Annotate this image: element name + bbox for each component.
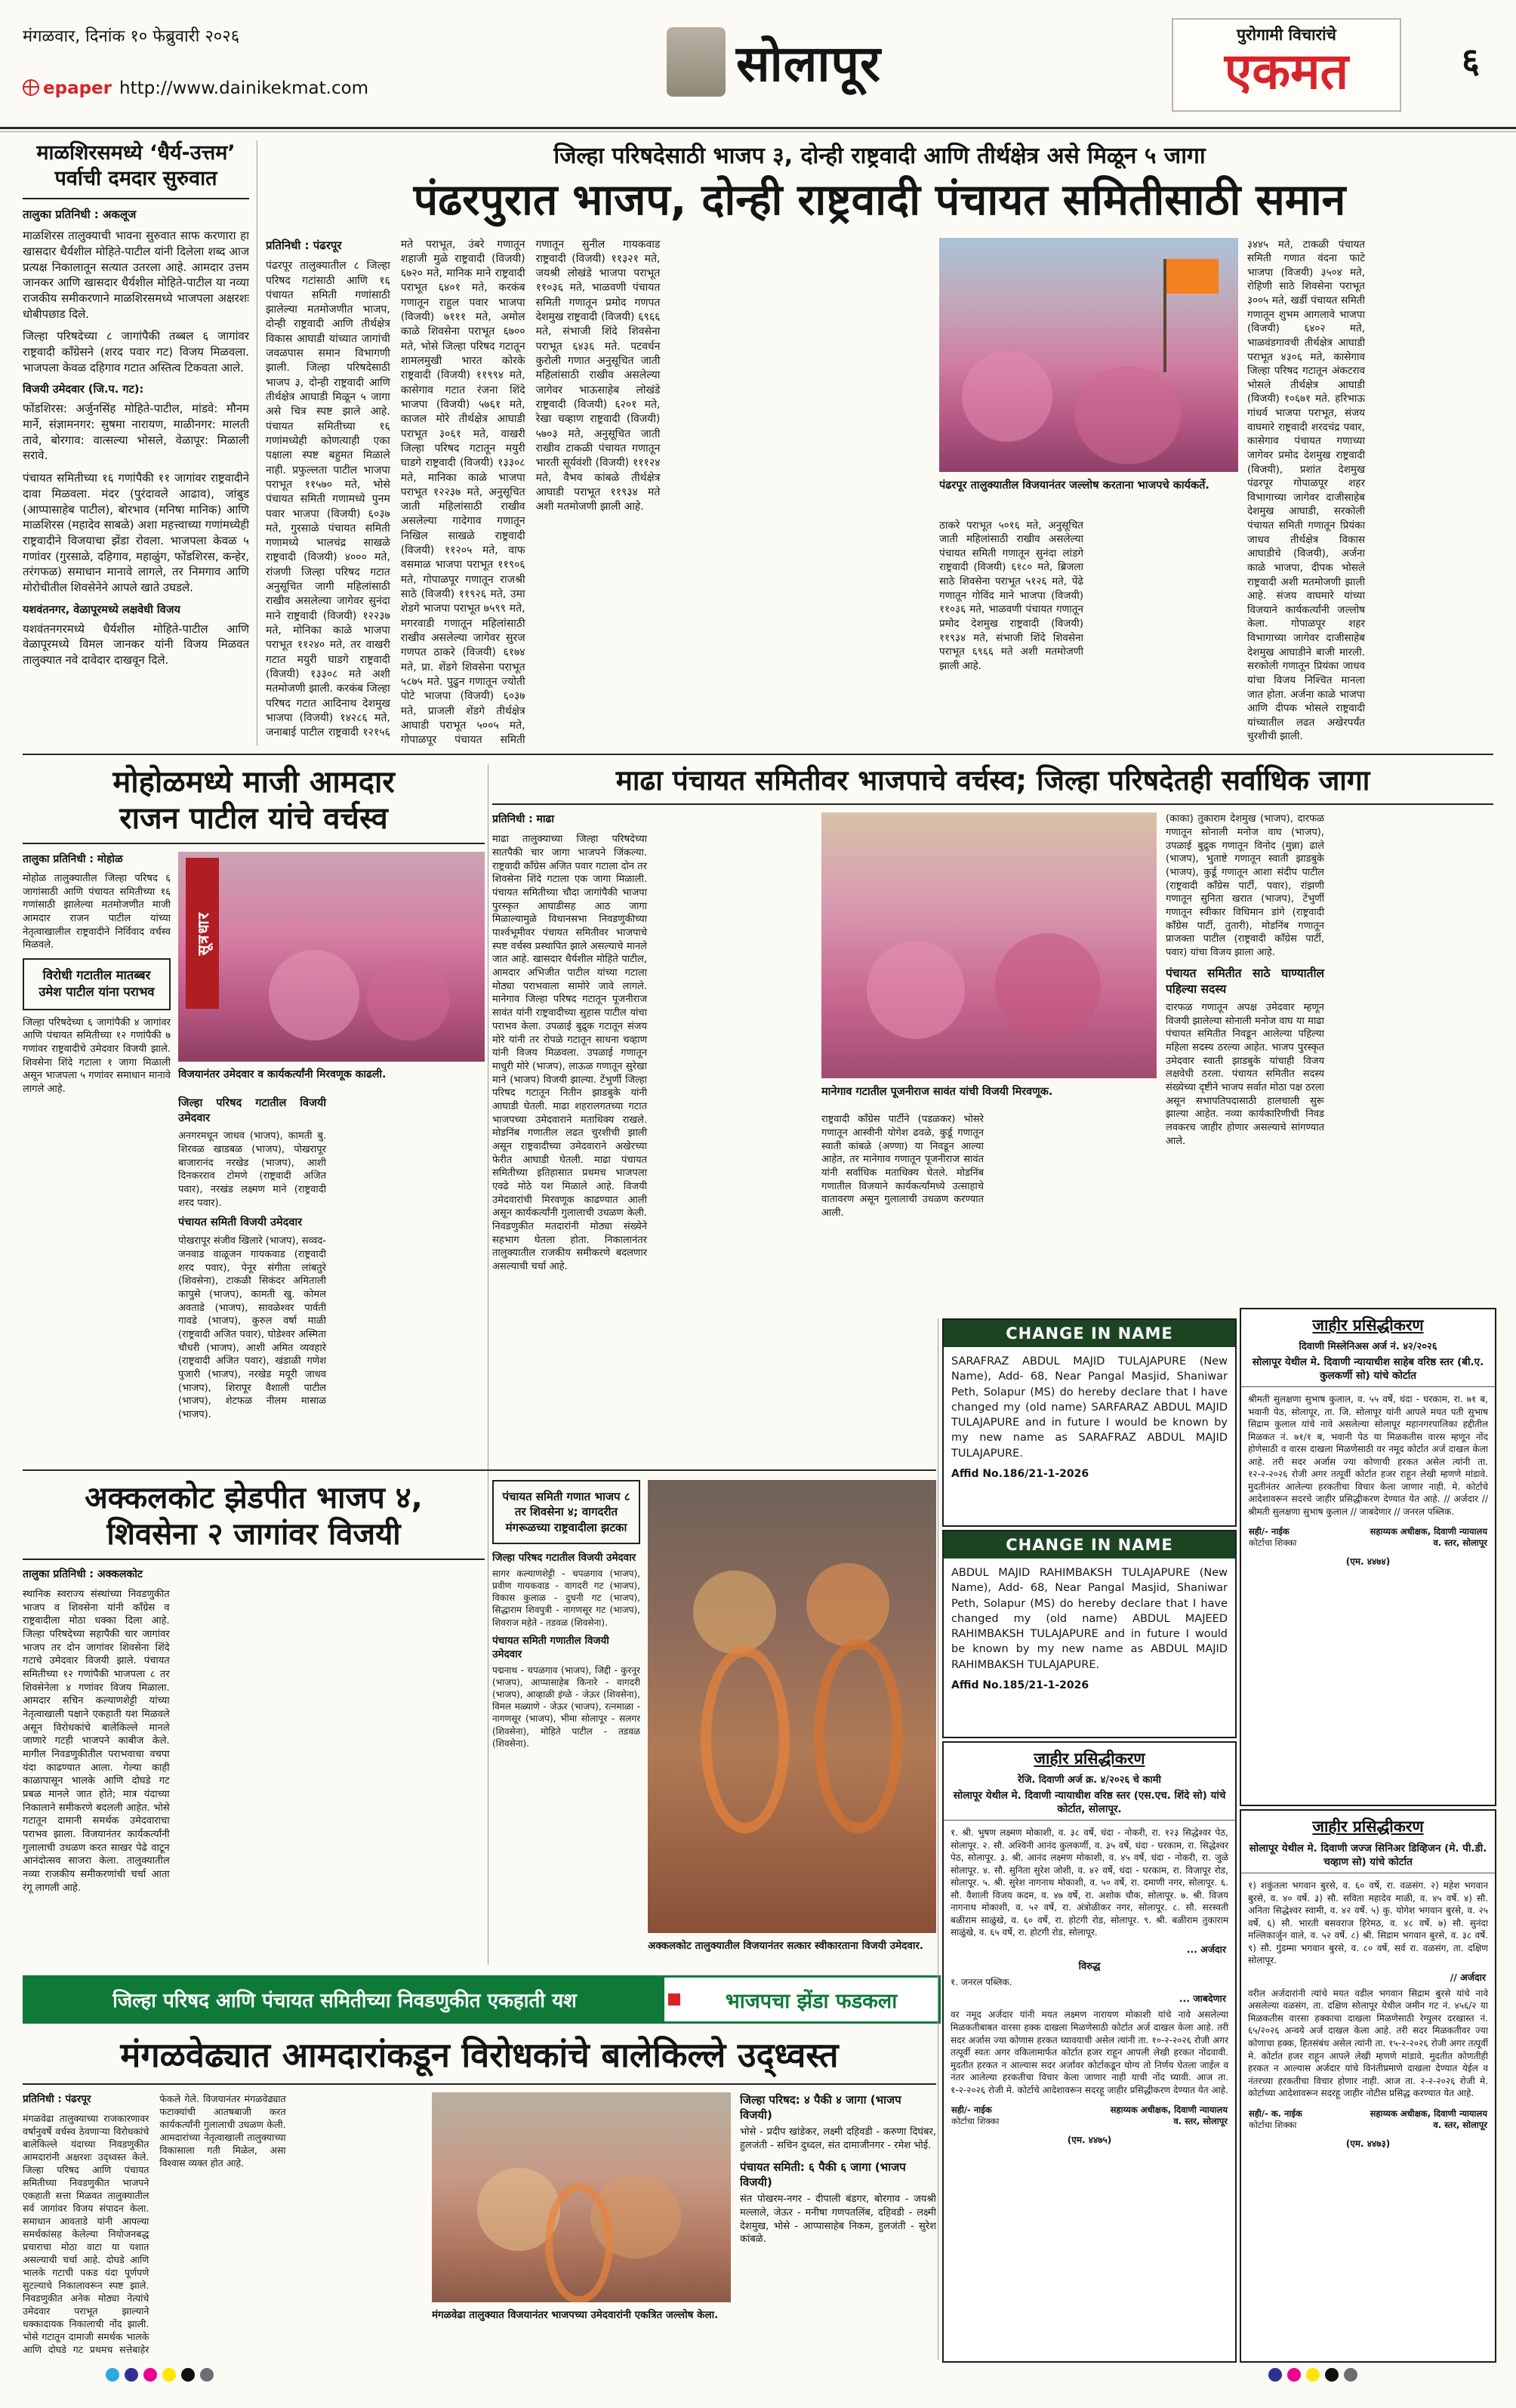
akkalkot-photo-caption: अक्कलकोट तालुक्यातील विजयानंतर सत्कार स्वीकारताना विजयी उमेदवार. bbox=[648, 1940, 923, 1952]
mohol-list-ps: पोखरापूर संजीव खिलारे (भाजप), सव्वद-जनवाड वाळूजन गायकवाड (राष्ट्रवादी शरद पवार), पेनूर संगीता लांबतुरे (शिवसेना), टाकळी सिकंदर अमिताली कापुसे (भाजप), कामती खु. कोमल अवताडे (भाजप), सावळेश्वर पार्वती गावडे (भाजप), कुरुल वर्षा माळी (राष्ट्रवादी अजित पवार), घोडेश्वर अस्मिता चौधरी (भाजप), आशी अमित व्यवहारे (राष्ट्रवादी अजित पवार), खंडाळी गणेश पुजारी (भाजप), नरखेड मयूरी जाधव (भाजप), शिरापूर वैशाली पाटील (भाजप), शेटफळ नीलम मासाळ (भाजप). bbox=[178, 1235, 326, 1420]
lead-body-left bbox=[266, 238, 930, 748]
header bbox=[0, 0, 1516, 128]
mohol-winner-lists bbox=[178, 1092, 485, 1456]
mohol-headline-line1: मोहोळमध्ये माजी आमदार bbox=[112, 765, 395, 800]
flag-pole bbox=[1163, 259, 1166, 372]
photo-decoration bbox=[995, 933, 1101, 1039]
malshiras-headline-line2: पर्वाची दमदार सुरुवात bbox=[54, 166, 217, 190]
malshiras-byline: तालुका प्रतिनिधी : अकलूज bbox=[23, 207, 137, 221]
garland-decoration bbox=[701, 1646, 790, 1833]
mangalwedha-body bbox=[23, 2092, 423, 2361]
notice-title: जाहीर प्रसिद्धीकरण bbox=[1312, 1818, 1424, 1836]
banner-left-text: जिल्हा परिषद आणि पंचायत समितीच्या निवडणुकीत एकहाती यश bbox=[25, 1978, 664, 2021]
notice-sign-left-sub: कोर्टाचा शिक्का bbox=[1249, 2119, 1297, 2130]
madha-text-right2: दारफळ गणातून अपक्ष उमेदवार म्हणून विजयी झालेल्या सोनाली मनोज वाघ या माढा पंचायत समितीत निवडून आलेल्या पहिल्या महिला सदस्य ठरल्या आहेत. भाजप पुरस्कृत उमेदवार स्वाती झाडबुके यांचाही विजय लक्षवेधी ठरला. पंचायत समितीत सदस्य संख्येच्या दृष्टीने भाजप सर्वात मोठा पक्ष ठरला असून सभापतिपदासाठी हालचाली सुरू झाल्या आहेत. नव्या कार्यकारिणीची निवड लवकरच जाहीर होणार असल्याचे सांगण्यात आले. bbox=[1166, 1001, 1325, 1147]
mohol-subhead-zp: जिल्हा परिषद गटातील विजयी उमेदवार bbox=[178, 1097, 326, 1124]
garland-decoration bbox=[814, 1639, 903, 1833]
print-mark-dot bbox=[106, 2368, 119, 2382]
notice-sign-left-sub: कोर्टाचा शिक्का bbox=[951, 2116, 1000, 2127]
divider-horizontal bbox=[23, 754, 1493, 755]
notice-sign-left-sub: कोर्टाचा शिक्का bbox=[1249, 1537, 1297, 1549]
lead-body-right bbox=[1247, 238, 1493, 748]
akkalkot-body bbox=[23, 1568, 485, 1960]
notice-sign-right: सहाय्यक अधीक्षक, दिवाणी न्यायालय व. स्तर, सोलापूर bbox=[1110, 2104, 1228, 2127]
print-mark-dot bbox=[181, 2368, 195, 2382]
change-name-title: CHANGE IN NAME bbox=[944, 1320, 1235, 1347]
madha-body-below-photo bbox=[821, 1113, 1157, 1308]
akkalkot-list-zp: सागर कल्याणशेट्टी - चपळगाव (भाजप), प्रवीण गायकवाड - वागदरी गट (भाजप), विकास कुलाळ - दुधनी गट (भाजप), सिद्धाराम शिवपुत्री - नागणसूर गट (भाजप), शिवराज महेते - तडवळ (शिवसेना). bbox=[492, 1568, 640, 1628]
madha-subhead: पंचायत समितीत साठे घाण्यातील पहिल्या सदस्य bbox=[1166, 966, 1324, 996]
mangalwedha-photo-caption: मंगळवेढा तालुक्यात विजयानंतर भाजपच्या उमेदवारांनी एकत्रित जल्लोष केला. bbox=[432, 2309, 719, 2321]
mohol-photo bbox=[178, 852, 485, 1062]
akkalkot-subhead-zp: जिल्हा परिषद गटातील विजयी उमेदवार bbox=[492, 1551, 636, 1564]
akkalkot-headline-line2: शिवसेना २ जागांवर विजयी bbox=[106, 1517, 401, 1552]
header-rule bbox=[0, 127, 1516, 129]
malshiras-subhead: विजयी उमेदवार (जि.प. गट): bbox=[23, 384, 144, 396]
mangalwedha-zp-list: भोसे - प्रदीप खांडेकर, लक्ष्मी दहिवडी - करुणा दिघंबर, हुलजंती - सचिन दुध्दल, संत दामाजीनगर - रमेश भोई. bbox=[740, 2126, 936, 2151]
brand-tagline: पुरोगामी विचारांचे bbox=[1237, 26, 1336, 44]
madha-body-right bbox=[1166, 812, 1493, 1293]
mohol-headline-line2: राजन पाटील यांचे वर्चस्व bbox=[119, 801, 388, 836]
mohol-intro: मोहोळ तालुक्यातील जिल्हा परिषद ६ जागांसाठी आणि पंचायत समितीच्या १६ गणांसाठी झालेल्या मतमोजणीत माजी आमदार राजन पाटील यांच्या नेतृत्वाखालील राष्ट्रवादीने निर्विवाद वर्चस्व मिळवले. bbox=[23, 873, 171, 951]
photo-decoration bbox=[1075, 366, 1181, 464]
change-name-ad-2 bbox=[942, 1530, 1237, 1738]
notice-sign-right: सहाय्यक अधीक्षक, दिवाणी न्यायालय व. स्तर, सोलापूर bbox=[1370, 1526, 1487, 1549]
print-mark-dot bbox=[1325, 2368, 1339, 2382]
akkalkot-text: स्थानिक स्वराज्य संस्थांच्या निवडणुकीत भाजप व शिवसेना यांनी काँग्रेस व राष्ट्रवादीला मोठा धक्का दिला आहे. जिल्हा परिषदेच्या सहापैकी चार जागांवर भाजप तर दोन जागांवर शिवसेना शिंदे गटाचे उमेदवार विजयी झाले. पंचायत समितीच्या १२ गणांपैकी भाजपला ८ तर शिवसेनेला ४ गणांवर विजय मिळाला. आमदार सचिन कल्याणशेट्टी यांच्या नेतृत्वाखाली पक्षाने एकहाती यश मिळवले असून विरोधकांचे बालेकिल्ले मानले जाणारे गटही भाजपने काबीज केले. मागील निवडणुकीतील पराभवाचा वचपा यंदा काढण्यात आला. गेल्या काही काळापासून भालके आणि दोघडे गट प्रबळ मानले जात होते; मात्र यंदाच्या निकालाने समीकरणे बदलली आहेत. भोसे गटातून दामानी समर्थक उमेदवाराचा पराभव झाला. विजयानंतर कार्यकर्त्यांनी गुलालाची उधळण करत साखर पेढे वाटून आनंदोत्सव साजरा केला. तालुक्यातील नव्या राजकीय समीकरणांची चर्चा आता रंगू लागली आहे. bbox=[23, 1589, 170, 1894]
notice-sign-left bbox=[1249, 1526, 1296, 1549]
notice-footer: (एम. ४४७४) bbox=[1345, 1556, 1391, 1568]
public-notice-center bbox=[942, 1741, 1237, 2363]
akkalkot-middle-column bbox=[492, 1480, 640, 1966]
photo-decoration bbox=[962, 351, 1052, 442]
photo-decoration bbox=[367, 957, 450, 1041]
lead-headline: पंढरपुरात भाजप, दोन्ही राष्ट्रवादी पंचायत समितीसाठी समान bbox=[413, 175, 1346, 225]
akkalkot-callout-box: पंचायत समिती गणात भाजप ८ तर शिवसेना ४; वागदरीत मंगरूळच्या राष्ट्रवादीला झटका bbox=[492, 1480, 640, 1544]
photo-banner-text: सूत्रधार bbox=[193, 911, 212, 956]
malshiras-para: पंचायत समितीच्या १६ गणांपैकी ११ जागांवर राष्ट्रवादीने दावा मिळवला. मंदर (पुरंदावले आढाव), जांबुड (आप्पासाहेब पाटील), बोरभाव (मनिषा मानिक) आणि माळशिरस (महादेव साबळे) अशा महत्त्वाच्या गणांमध्येही राष्ट्रवादीने विजयाचा झेंडा रोवला. भाजपला केवळ ५ गणांवर (गुरसाळे, दहिगाव, महाळुंग, फोंडशिरस, कन्हेर, तरंगफळ) समाधान मानावे लागले, तर निमगाव आणि मोरोचीतील शिवसेनेने आपले खाते उघडले. bbox=[23, 471, 249, 594]
mohol-subhead-ps: पंचायत समिती विजयी उमेदवार bbox=[178, 1216, 303, 1229]
madha-text-below: राष्ट्रवादी काँग्रेस पार्टीने (पडळकर) भोसरे गणातून आस्वीनी योगेश ढवळे, कुर्डू गणातून स्वाती कांबळे (अण्णा) या निवडून आल्या आहेत, तर मानेगाव गणातून पूजनीराज सावंत यांनी सर्वाधिक मताधिक्य घेतले. मोडनिंब गणातील विजयाने कार्यकर्त्यांमध्ये उत्साहाचे वातावरण असून गुलालाची उधळण करण्यात आली. bbox=[821, 1114, 984, 1219]
mohol-after-box: जिल्हा परिषदेच्या ६ जागांपैकी ४ जागांवर आणि पंचायत समितीच्या १२ गणांपैकी ७ गणांवर राष्ट्रवादीचे उमेदवार विजयी झाले. शिवसेना शिंदे गटाला १ जागा मिळाली असून भाजपला ५ गणांवर समाधान मानावे लागले आहे. bbox=[23, 1016, 171, 1095]
print-marks-left bbox=[106, 2368, 219, 2385]
madha-photo-caption: मानेगाव गटातील पूजनीराज सावंत यांची विजयी मिरवणूक. bbox=[821, 1086, 1053, 1099]
notice-body: श्रीमती सुलक्षणा सुभाष कुलाल, व. ५५ वर्षे, धंदा - घरकाम, रा. ७१ ब, भवानी पेठ, सोलापूर, ता. जि. सोलापूर यांनी आपले मयत पती सुभाष सिद्राम कुलाल यांचे नावे असलेल्या सोलापूर महानगरपालिका हद्दीतील मिळकत नं. ७१/१ ब, भवानी पेठ या मिळकतीस वारस म्हणून नोंद होणेसाठी व वारस दाखला मिळणेसाठी वर नमूद कोर्टात अर्ज दाखल केला आहे. तरी सदर अर्जास ज्या कोणाची हरकत असेल त्यांनी ता. १२-२-२०२६ रोजी अगर तत्पूर्वी कोर्टात हजर राहून लेखी म्हणणे मांडावे. मुदतीनंतर आलेल्या हरकतीचा विचार केला जाणार नाही. मे. कोर्टाचे आदेशावरून सदरचे जाहीर प्रसिद्धीकरण देण्यात येत आहे. // अर्जदार // श्रीमती सुलक्षणा सुभाष कुलाल // जाबदेणार // जनरल पब्लिक. bbox=[1248, 1394, 1488, 1517]
malshiras-body bbox=[23, 207, 249, 668]
banner-square-icon bbox=[668, 1993, 680, 2006]
mangalwedha-ps-list: संत पोखरम-नगर - दीपाली बंडगर, बोरगाव - जयश्री मल्लाले, जेऊर - मनीषा गणपतलिंब, दहिवडी - लक्ष्मी देशमुख, भोसे - आप्पासाहेब निकम, हुलजंती - सुरेश कांबळे. bbox=[740, 2194, 936, 2246]
mohol-byline: तालुका प्रतिनिधी : मोहोळ bbox=[23, 853, 123, 865]
notice-court: सोलापूर येथील मे. दिवाणी न्यायाधीश वरिष्ठ स्तर (एस.एच. शिंदे सो) यांचे कोर्टात, सोलापूर. bbox=[944, 1787, 1235, 1821]
epaper-row bbox=[23, 79, 368, 98]
date-line: मंगळवार, दिनांक १० फेब्रुवारी २०२६ bbox=[23, 27, 240, 46]
mangalwedha-zp-head: जिल्हा परिषद: ४ पैकी ४ जागा (भाजप विजयी) bbox=[740, 2093, 901, 2122]
epaper-link[interactable]: http://www.dainikekmat.com bbox=[119, 79, 369, 98]
print-mark-dot bbox=[1268, 2368, 1282, 2382]
change-name-body: SARAFRAZ ABDUL MAJID TULAJAPURE (New Name), Add- 68, Near Pangal Masjid, Shaniwar Peth, Solapur (MS) do hereby declare that I have changed my (old name) SARFARAZ ABDUL MAJID TULAJAPURE and in future I would be known by my new name as SARAFRAZ ABDUL MAJID TULAJAPURE. bbox=[951, 1355, 1228, 1460]
notice-sign-left bbox=[951, 2104, 999, 2127]
print-mark-dot bbox=[1344, 2368, 1357, 2382]
print-mark-dot bbox=[162, 2368, 176, 2382]
photo-decoration bbox=[867, 941, 965, 1039]
notice-sign-left-text: सही/- नाईक bbox=[951, 2104, 992, 2116]
madha-text-left: माढा तालुक्याच्या जिल्हा परिषदेच्या सातपैकी चार जागा भाजपने जिंकल्या. राष्ट्रवादी काँग्रेस अजित पवार गटाला दोन तर शिवसेना शिंदे गटाला एक जागा मिळाली. पंचायत समितीच्या चौदा जागांपैकी भाजपा पुरस्कृत आघाडीसह आठ जागा मिळाल्यामुळे विधानसभा निवडणुकीच्या पार्श्वभूमीवर पंचायत समितीवर भाजपाचे स्पष्ट वर्चस्व प्रस्थापित झाले असल्याचे मानले जात आहे. खासदार धैर्यशील मोहिते पाटील, आमदार अभिजीत पाटील यांच्या गटाला मोठ्या पराभवाला सामोरे जावे लागले. मानेगाव जिल्हा परिषद गटातून पूजनीराज सावंत यांनी राष्ट्रवादीच्या सुहास पाटील यांचा पराभव केला. उपळाई बुद्रुक गटातून संजय मोरे यांनी तर रोपळे गटातून साधना चव्हाण यांनी विजय मिळवला. उपळाई गणातून माधुरी मोरे (भाजप), लाऊळ गणातून सुरेखा माने (भाजप) विजयी झाल्या. टेंभुर्णी जिल्हा परिषद गटातून नितीन झाडबुके यांनी आघाडी घेतली. माढा शहरालगतच्या गटात भाजपच्या उमेदवाराने मताधिक्य राखले. मोडनिंब गणातील लढत चुरशीची झाली असून राष्ट्रवादीच्या उमेदवाराने अखेरच्या फेरीत आघाडी घेतली. माढा पंचायत समितीच्या इतिहासात प्रथमच भाजपला एवढे मोठे यश मिळाले आहे. विजयी उमेदवारांची मिरवणूक काढण्यात आली असून कार्यकर्त्यांनी गुलालाची उधळण केली. निवडणुकीत मतदारांनी मोठ्या संख्येने सहभाग घेतला होता. निकालानंतर तालुक्यातील राजकीय समीकरणे बदलणार असल्याची चर्चा आहे. bbox=[492, 834, 647, 1272]
print-mark-dot bbox=[1287, 2368, 1301, 2382]
notice-sign-left bbox=[1249, 2108, 1302, 2131]
article-akkalkot bbox=[23, 1480, 485, 1966]
brand-box bbox=[1172, 18, 1401, 112]
madha-headline: माढा पंचायत समितीवर भाजपाचे वर्चस्व; जिल्हा परिषदेतही सर्वाधिक जागा bbox=[492, 764, 1493, 805]
madha-photo bbox=[821, 812, 1157, 1078]
change-name-affid: Affid No.185/21-1-2026 bbox=[951, 1679, 1089, 1692]
mohol-photo-caption: विजयानंतर उमेदवार व कार्यकर्त्यांनी मिरवणूक काढली. bbox=[178, 1068, 387, 1081]
notice-sign-left-text: सही/- क. नाईक bbox=[1249, 2107, 1302, 2119]
masthead bbox=[612, 17, 936, 107]
lead-photo-caption: पंढरपूर तालुक्यातील विजयानंतर जल्लोष करताना भाजपचे कार्यकर्ते. bbox=[939, 479, 1209, 492]
akkalkot-headline-line1: अक्कलकोट झेडपीत भाजप ४, bbox=[85, 1481, 423, 1515]
notice-sign-right: सहाय्यक अधीक्षक, दिवाणी न्यायालय व. स्तर, सोलापूर bbox=[1370, 2107, 1487, 2130]
print-marks-right bbox=[1268, 2368, 1363, 2385]
mangalwedha-ps-head: पंचायत समिती: ६ पैकी ६ जागा (भाजप विजयी) bbox=[740, 2160, 906, 2190]
banner-separator bbox=[664, 1978, 684, 2021]
madha-byline: प्रतिनिधी : माढा bbox=[492, 813, 555, 826]
notice-respondent-label: ... जाबदेणार bbox=[1179, 1993, 1226, 2005]
mangalwedha-results-panel bbox=[740, 2092, 936, 2361]
page-number: ६ bbox=[1462, 40, 1480, 81]
malshiras-para: फोंडशिरस: अर्जुनसिंह मोहिते-पाटील, मांडवे: मौनम मार्ने, संज्ञामनगर: सुषमा नारायण, माळीनगर: मालती तावे, बोरगाव: वात्सल्या भोसले, वेळापूर: मिळाली सरावे. bbox=[23, 402, 249, 463]
photo-decoration bbox=[269, 950, 359, 1041]
photo-decoration bbox=[693, 1571, 776, 1654]
brand-name: एकमत bbox=[1224, 42, 1349, 100]
change-name-body: ABDUL MAJID RAHIMBAKSH TULAJAPURE (New Name), Add- 68, Near Pangal Masjid, Shaniwar Peth, Solapur (MS) do hereby declare that I have changed my (old name) ABDUL MAJEED RAHIMBAKSH TULAJAPURE and in future I would be known by my new name as ABDUL MAJID RAHIMBAKSH TULAJAPURE. bbox=[951, 1567, 1228, 1671]
madha-text-right: (काका) तुकाराम देशमुख (भाजप), दारफळ गणातून सोनाली मनोज वाघ (भाजप), उपळाई बुद्रुक गणातून विनोद (मुन्ना) ढाले (भाजप), भुताष्टे गणातून स्वाती झाडबुके (भाजप), कुर्डू गणातून आशा संदीप पाटील (राष्ट्रवादी काँग्रेस पार्टी, पवार), रांझणी गणातून सुनिता खरात (भाजप), टेंभुर्णी गणातून स्वीकार विधिमान डांगे (राष्ट्रवादी काँग्रेस पार्टी, तुतारी), मोडनिंब गणातून प्राजक्ता पाटील (राष्ट्रवादी काँग्रेस पार्टी, पवार) यांचा विजय झाला आहे. bbox=[1166, 813, 1324, 959]
mangalwedha-byline: प्रतिनिधी : पंढरपूर bbox=[23, 2093, 91, 2105]
divider-horizontal bbox=[23, 1469, 936, 1471]
notice-sign-left-text: सही/- नाईक bbox=[1249, 1526, 1290, 1537]
lead-byline: प्रतिनिधी : पंढरपूर bbox=[266, 238, 342, 252]
malshiras-para: जिल्हा परिषदेच्या ८ जागांपैकी तब्बल ६ जागांवर राष्ट्रवादी काँग्रेसने (शरद पवार गट) विजय मिळवला. भाजपला केवळ दहिगाव गटात अस्तित्व टिकवता आले. bbox=[23, 329, 249, 375]
malshiras-para: माळशिरस तालुक्याची भावना सुरुवात साफ करणारा हा खासदार धैर्यशील मोहिते-पाटील यांनी दिलेला शब्द आज प्रत्यक्ष निकालातून सत्यात उतरला आहे. आमदार उत्तम जानकर आणि खासदार धैर्यशील मोहिते-पाटील या नव्या राजकीय समीकरणाने माळशिरसमध्ये भाजपला अक्षरशः धोबीपछाड दिले. bbox=[23, 229, 249, 321]
notice-applicant-label: ... अर्जदार bbox=[1186, 1943, 1226, 1955]
notice-body: वरील अर्जदारांनी त्यांचे मयत वडील भगवान सिद्राम बुरसे यांचे नावे असलेल्या वळसंग, ता. दक्षिण सोलापूर येथील जमीन गट नं. ४५६/२ या मिळकतीस वारसा हक्काचा दाखला मिळणेसाठी रेग्युलर दरखास्त नं. ६५/२०२६ अन्वये अर्ज दाखल केला आहे. तरी सदर मिळकतीवर ज्या कोणाचा हक्क, हितसंबंध असेल त्यांनी ता. १५-२-२०२६ रोजी अगर तत्पूर्वी मे. कोर्टात हजर राहून आपले लेखी म्हणणे मांडावे. मुदतीत कोणतीही हरकत न आल्यास अर्जदार यांचे विनंतीप्रमाणे दाखला देण्यात येईल व नंतरच्या हरकतीचा विचार होणार नाही. आज ता. २-२-२०२६ रोजी मे. कोर्टाच्या आदेशावरून सदरहू जाहीर नोटीस प्रसिद्ध करण्यात येत आहे. bbox=[1248, 1987, 1488, 2099]
notice-list: १) शकुंतला भगवान बुरसे, व. ६० वर्षे, रा. वळसंग. २) महेश भगवान बुरसे, व. ४० वर्षे. ३) सौ. सविता महादेव माळी, व. ४५ वर्षे. ४) सौ. अनिता सिद्धेश्वर स्वामी, व. ४२ वर्षे. ५) कु. योगेश भगवान बुरसे, व. २५ वर्षे. ६) सौ. भारती बसवराज हिरेमठ, व. ४८ वर्षे. ७) सौ. सुनंदा मल्लिकार्जुन वाले, व. ५२ वर्षे. ८) श्री. सिद्राम भगवान बुरसे, व. ३८ वर्षे. ९) सौ. गुंडम्मा भगवान बुरसे, व. ८० वर्षे, सर्व रा. वळसंग, ता. दक्षिण सोलापूर. bbox=[1248, 1880, 1488, 1966]
malshiras-para: यशवंतनगरमध्ये धैर्यशील मोहिते-पाटील आणि वेळापूरमध्ये विमल जानकर यांनी विजय मिळवत तालुक्यात नवे दावेदार दाखवून दिले. bbox=[23, 621, 249, 667]
akkalkot-list-ps: पद्मन‍ाथ - चपळगाव (भाजप), जिद्दी - कुरनूर (भाजप), आप्पासाहेब किनारे - वागदरी (भाजप), आव्हाळी इंग्ळे - जेऊर (शिवसेना), विमल मळ्याणे - जेऊर (भाजप), रत्नमाळा - नागणसूर (भाजप), भीमा सोलापूर - सलगर (शिवसेना), मोहिते पाटील - तडवळ (शिवसेना). bbox=[492, 1664, 640, 1749]
akkalkot-photo bbox=[648, 1480, 936, 1933]
notice-footer: (एम. ४४७५) bbox=[1067, 2135, 1112, 2146]
masthead-title: सोलापूर bbox=[735, 35, 882, 93]
lead-kicker: जिल्हा परिषदेसाठी भाजप ३, दोन्ही राष्ट्रवादी आणि तीर्थक्षेत्र असे मिळून ५ जागा bbox=[553, 143, 1206, 169]
print-mark-dot bbox=[143, 2368, 157, 2382]
change-name-title: CHANGE IN NAME bbox=[944, 1531, 1235, 1559]
lead-photo bbox=[939, 238, 1238, 472]
banner-right-text: भाजपचा झेंडा फडकला bbox=[684, 1978, 938, 2021]
notice-respondents: १. जनरल पब्लिक. bbox=[951, 1976, 1012, 1987]
photo-decoration bbox=[806, 1563, 889, 1646]
mohol-list-zp: अनगरमधून जाधव (भाजप), कामती बु. शिरवळ खाडबळ (भाजप), पोखरापूर बाजारानंद नरखेड (भाजप), आशी दिनकरराव टोमणे (राष्ट्रवादी अजित पवार), नरखंड लक्ष्मण माने (राष्ट्रवादी शरद पवार). bbox=[178, 1130, 326, 1209]
article-malshiras bbox=[23, 140, 249, 746]
akkalkot-byline: तालुका प्रतिनिधी : अक्कलकोट bbox=[23, 1568, 143, 1580]
notice-vs: विरुद्ध bbox=[1078, 1960, 1101, 1972]
print-mark-dot bbox=[200, 2368, 214, 2382]
globe-icon bbox=[23, 79, 39, 96]
notice-body: वर नमूद अर्जदार यांनी मयत लक्ष्मण नारायण मोकाशी यांचे नावे असलेल्या मिळकतीबाबत वारसा हक्क दाखला मिळणेसाठी कोर्टात अर्ज दाखल केला आहे. तरी सदर अर्जास ज्या कोणास हरकत घ्यावयाची असेल त्यांनी ता. १०-२-२०२६ रोजी अगर तत्पूर्वी स्वतः अगर वकिलामार्फत कोर्टात हजर राहून आपली लेखी हरकत नोंदवावी. मुदतीत हरकत न आल्यास सदर अर्जावर कोर्टाकडून योग्य तो निर्णय घेतला जाईल व नंतर आलेल्या हरकतीचा विचार केला जाणार नाही याची नोंद घ्यावी. आज ता. १-२-२०२६ रोजी मे. कोर्टाचे आदेशावरून सदरहू जाहीर प्रसिद्धीकरण देण्यात येत आहे. bbox=[951, 2009, 1228, 2095]
notice-case-no: दिवाणी मिस्लेनिअस अर्ज नं. ४२/२०२६ bbox=[1299, 1341, 1437, 1352]
notice-title: जाहीर प्रसिद्धीकरण bbox=[1034, 1750, 1145, 1768]
notice-court: सोलापूर येथील मे. दिवाणी न्यायाधीश साहेब वरिष्ठ स्तर (बी.ए. कुलकर्णी सो) यांचे कोर्टात bbox=[1241, 1353, 1495, 1387]
lead-text-a: पंढरपूर तालुक्यातील ८ जिल्हा परिषद गटांसाठी आणि १६ पंचायत समिती गणांसाठी झालेल्या मतमोजणीत भाजप, दोन्ही राष्ट्रवादी आणि तीर्थक्षेत्र विकास आघाडी यांच्यात जागांची जवळपास समान विभागणी झाली. जिल्हा परिषदेसाठी भाजप ३, दोन्ही राष्ट्रवादी आणि तीर्थक्षेत्र आघाडी मिळून ५ जागा असे चित्र स्पष्ट झाले आहे. पंचायत समितीच्या १६ गणांमध्येही कोणत्याही एका पक्षाला स्पष्ट बहुमत मिळाले नाही. प्रफुल्लता पाटील भाजपा पराभूत ११५७० मते, भोसे पंचायत समिती गणामध्ये पुनम पवार भाजपा (विजयी) ६०३७ मते, गुरसाळे पंचायत समिती गणामध्ये भालचंद्र साखळे राष्ट्रवादी (विजयी) ४००० मते, रांजणी जिल्हा परिषद गटात अनुसूचित जागी महिलांसाठी राखीव असलेल्या जागेवर सुनंदा माने राष्ट्रवादी (विजयी) १२२३७ मते, मोनिका काळे भाजपा पराभूत ११२४० मते, तर वाखरी गटात मयुरी घाडगे राष्ट्रवादी (विजयी) १३३०८ मते अशी मतमोजणी झाली. करकंब जिल्हा परिषद गटात आदिनाथ देशमुख भाजपा (विजयी) १४२८६ मते, जनाबाई पाटील राष्ट्रवादी १२१५६ मते पराभूत, उंबरे गणातून शहाजी मुळे राष्ट्रवादी (विजयी) ६७२० मते, मानिक माने राष्ट्रवादी पराभूत ६४०१ मते, करकंब गणातून राहुल पवार भाजपा (विजयी) ७१११ मते, अमोल काळे शिवसेना पराभूत ६७०० मते, भोसे जिल्हा परिषद गटातून शामलमुखी भारत कोरके राष्ट्रवादी (विजयी) ११९९४ मते, कासेगाव गटात रंजना शिंदे भाजपा (विजयी) ५७६१ मते, काजल मोरे तीर्थक्षेत्र आघाडी पराभूत ३०६१ मते, वाखरी जिल्हा परिषद गटातून मयुरी घाडगे राष्ट्रवादी (विजयी) १३३०८ मते, मानिका काळे भाजपा पराभूत १२२३७ मते, अनुसूचित जाती महिलांसाठी राखीव असलेल्या गादेगाव गणातून निखिल साखळे राष्ट्रवादी (विजयी) ११२०५ मते, वाफ वसमाळ भाजपा पराभूत ११९०६ मते, गोपाळपूर गणातून राजश्री साठे (विजयी) ११९२६ मते, उमा शेडगे भाजपा पराभूत ७५९९ मते, मगरवाडी गणातून महिलांसाठी राखीव असलेल्या जागेवर सुरज गणपत ठाकरे (विजयी) ६१७४ मते, प्रा. शेंडगे शिवसेना पराभूत ५८७५ मते. पुढुन गणातून ज्योती पोटे भाजपा (विजयी) ६०३७ मते, प्राजली शेंडगे तीर्थक्षेत्र आघाडी पराभूत ५००५ मते, गोपाळपूर पंचायत समिती गणातून सुनील गायकवाड राष्ट्रवादी (विजयी) ११३२१ मते, जयश्री लोखंडे भाजपा पराभूत ११०३६ मते, भाळवणी पंचायत समिती गणातून प्रमोद गणपत देशमुख राष्ट्रवादी (विजयी) ६९६६ मते, संभाजी शिंदे शिवसेना पराभूत ६४३६ मते. पटवर्धन कुरोली गणात अनुसूचित जाती महिलांसाठी राखीव असलेल्या जागेवर भाऊसाहेब लोखंडे राष्ट्रवादी (विजयी) ६२०१ मते, रेखा चव्हाण राष्ट्रवादी (विजयी) ५७०३ मते, अनुसूचित जाती राखीव टाकळी पंचायत गणातून भारती सूर्यवंशी (विजयी) १११२४ मते, वैभव कांबळे तीर्थक्षेत्र आघाडी पराभूत ११९३४ मते अशी मतमोजणी झाली आहे. bbox=[266, 238, 661, 747]
banner-strip bbox=[23, 1975, 941, 2024]
lead-body-below-photo bbox=[939, 519, 1238, 748]
lead-text-b: ठाकरे पराभूत ५०१६ मते, अनुसूचित जाती महिलांसाठी राखीव असलेल्या पंचायत समिती गणातून सुनंदा लांडगे राष्ट्रवादी (विजयी) ६१८० मते, ब्रिजला साठे शिवसेना पराभूत ५१२६ मते, पेंढे गणातून गोविंद माने भाजपा (विजयी) ११०३६ मते, भाळवणी पंचायत गणातून प्रमोद देशमुख राष्ट्रवादी (विजयी) ११९३४ मते, संभाजी शिंदे शिवसेना पराभूत ६९६६ मते अशी मतमोजणी झाली आहे. bbox=[939, 519, 1083, 672]
print-mark-dot bbox=[125, 2368, 138, 2382]
header-rule-thin bbox=[0, 131, 1516, 132]
flag-icon bbox=[1166, 259, 1219, 294]
garland-decoration bbox=[545, 2183, 613, 2302]
malshiras-subhead: यशवंतनगर, वेळापूरमध्ये लक्षवेधी विजय bbox=[23, 603, 180, 616]
mohol-callout-box: विरोधी गटातील मातब्बर उमेश पाटील यांना पराभव bbox=[23, 958, 171, 1010]
photo-banner bbox=[186, 858, 219, 1009]
mangalwedha-headline: मंगळवेढ्यात आमदारांकडून विरोधकांचे बालेकिल्ले उद्ध्वस्त bbox=[23, 2031, 936, 2085]
lead-text-c: ३४४५ मते, टाकळी पंचायत समिती गणात वंदना फाटे भाजपा (विजयी) ३५०४ मते, रोहिणी साठे शिवसेना पराभूत ३००५ मते, खर्डी पंचायत समिती गणातून शुभम आगलावे भाजपा (विजयी) ६४०२ मते, भाळवंडगावची तीर्थक्षेत्र आघाडी पराभूत ४३०६ मते, कासेगाव जिल्हा परिषद गटातून अंकटराव भोसले तीर्थक्षेत्र आघाडी (विजयी) १०६७१ मते. हरिभाऊ गांधर्व भाजपा पराभूत, संजय वाघमारे राष्ट्रवादी शरदचंद्र पवार, कासेगाव पंचायत गणाच्या जागेवर प्रमोद देशमुख राष्ट्रवादी (विजयी), प्रशांत देशमुख पंढरपूर गोपाळपूर शहर विभागाच्या जागेवर दाजीसाहेब देशमुख आघाडी, सरकोली पंचायत समिती गणातून प्रियंका जाधव तीर्थक्षेत्र विकास आघाडीचे (विजयी), अर्जना काळे भाजपा, दीपक भोसले राष्ट्रवादी अशी मतमोजणी झाली आहे. संजय वाघमारे यांच्या विजयाने कार्यकर्त्यांनी जल्लोष केला. गोपाळपूर शहर विभागाच्या जागेवर दाजीसाहेब देशमुख आघाडीने बाजी मारली. सरकोली गणातून प्रियंका जाधव यांचा विजय निश्चित मानला जात होता. अर्जना काळे भाजपा आणि दीपक भोसले राष्ट्रवादी यांच्यातील लढत अखेरपर्यंत चुरशीची झाली. bbox=[1247, 238, 1365, 743]
article-lead bbox=[266, 139, 1493, 748]
mangalwedha-photo bbox=[432, 2092, 731, 2302]
mangalwedha-text: मंगळवेढा तालुक्याच्या राजकारणावर वर्षानुवर्षे वर्चस्व ठेवणाऱ्या विरोधकांचे बालेकिल्ले यंदाच्या निवडणुकीत आमदारांनी अक्षरशः उद्ध्वस्त केले. जिल्हा परिषद आणि पंचायत समितीच्या निवडणुकीत भाजपने एकहाती सत्ता मिळवत तालुक्यातील सर्व जागांवर विजय संपादन केला. समाधान आवताडे यांनी आपल्या समर्थकांसह केलेल्या नियोजनबद्ध प्रचाराचा मोठा वाटा या यशात असल्याची चर्चा आहे. दोघडे आणि भालके गटाची पकड यंदा पूर्णपणे सुटल्याचे निकालावरून स्पष्ट झाले. निवडणुकीत अनेक मोठ्या नेत्यांचे उमेदवार पराभूत झाल्याने धक्कादायक निकालाची नोंद झाली. भोसे गटातून दामाजी समर्थक भालके आणि दोघडे गट प्रथमच सत्तेबाहेर फेकले गेले. विजयानंतर मंगळवेढ्यात फटाक्यांची आतषबाजी करत कार्यकर्त्यांनी गुलालाची उधळण केली. आमदारांच्या नेतृत्वाखाली तालुक्याच्या विकासाला गती मिळेल, असा विश्वास व्यक्त होत आहे. bbox=[23, 2093, 286, 2356]
public-notice-right-1 bbox=[1240, 1308, 1496, 1806]
article-mohol bbox=[23, 764, 485, 1461]
notice-court: सोलापूर येथील मे. दिवाणी जज्ज सिनिअर डिव्हिजन (मे. पी.डी. चव्हाण सो) यांचे कोर्टात bbox=[1241, 1839, 1495, 1873]
notice-applicant-label: // अर्जदार bbox=[1450, 1971, 1486, 1983]
akkalkot-subhead-ps: पंचायत समिती गणातील विजयी उमेदवार bbox=[492, 1634, 609, 1660]
notice-applicants: १. श्री. भुषण लक्ष्मण मोकाशी, व. ३८ वर्षे, धंदा - नोकरी, रा. १२३ सिद्धेश्वर पेठ, सोलापूर. २. सौ. अश्विनी आनंद कुलकर्णी, व. ३५ वर्षे, धंदा - घरकाम, रा. सिद्धेश्वर पेठ, सोलापूर. ३. श्री. आनंद लक्ष्मण मोकाशी, व. ४५ वर्षे, धंदा - नोकरी, रा. जुळे सोलापूर. ४. सौ. सुनिता सुरेश जोशी, व. ४२ वर्षे, धंदा - घरकाम, रा. विजापूर रोड, सोलापूर. ५. श्री. सुरेश नागनाथ मोकाशी, व. ५० वर्षे, रा. दमाणी नगर, सोलापूर. ६. सौ. वैशाली विजय कदम, व. ४७ वर्षे, रा. अशोक चौक, सोलापूर. ७. श्री. विजय नागनाथ मोकाशी, व. ५२ वर्षे, रा. अंत्रोळीकर नगर, सोलापूर. ८. सौ. सरस्वती बळीराम साळुंखे, व. ६० वर्षे, रा. होटगी रोड, सोलापूर. ९. श्री. बळीराम तुकाराम साळुंखे, व. ६५ वर्षे, रा. होटगी रोड, सोलापूर. bbox=[951, 1827, 1228, 1938]
public-notice-right-2 bbox=[1240, 1809, 1496, 2363]
article-mangalwedha bbox=[23, 2031, 936, 2360]
notice-title: जाहीर प्रसिद्धीकरण bbox=[1312, 1316, 1424, 1334]
notice-case-no: रेजि. दिवाणी अर्ज क्र. ४/२०२६ चे कामी bbox=[1018, 1774, 1161, 1786]
change-name-affid: Affid No.186/21-1-2026 bbox=[951, 1468, 1089, 1481]
madha-body-left bbox=[492, 812, 812, 1451]
epaper-label: epaper bbox=[43, 79, 112, 98]
change-name-ad-1 bbox=[942, 1318, 1237, 1527]
malshiras-headline-line1: माळशिरसमध्ये ‘धैर्य-उत्तम’ bbox=[36, 141, 236, 165]
mohol-left-column bbox=[23, 852, 171, 1456]
masthead-emblem bbox=[667, 27, 726, 97]
notice-footer: (एम. ४४७३) bbox=[1345, 2138, 1391, 2149]
print-mark-dot bbox=[1306, 2368, 1320, 2382]
